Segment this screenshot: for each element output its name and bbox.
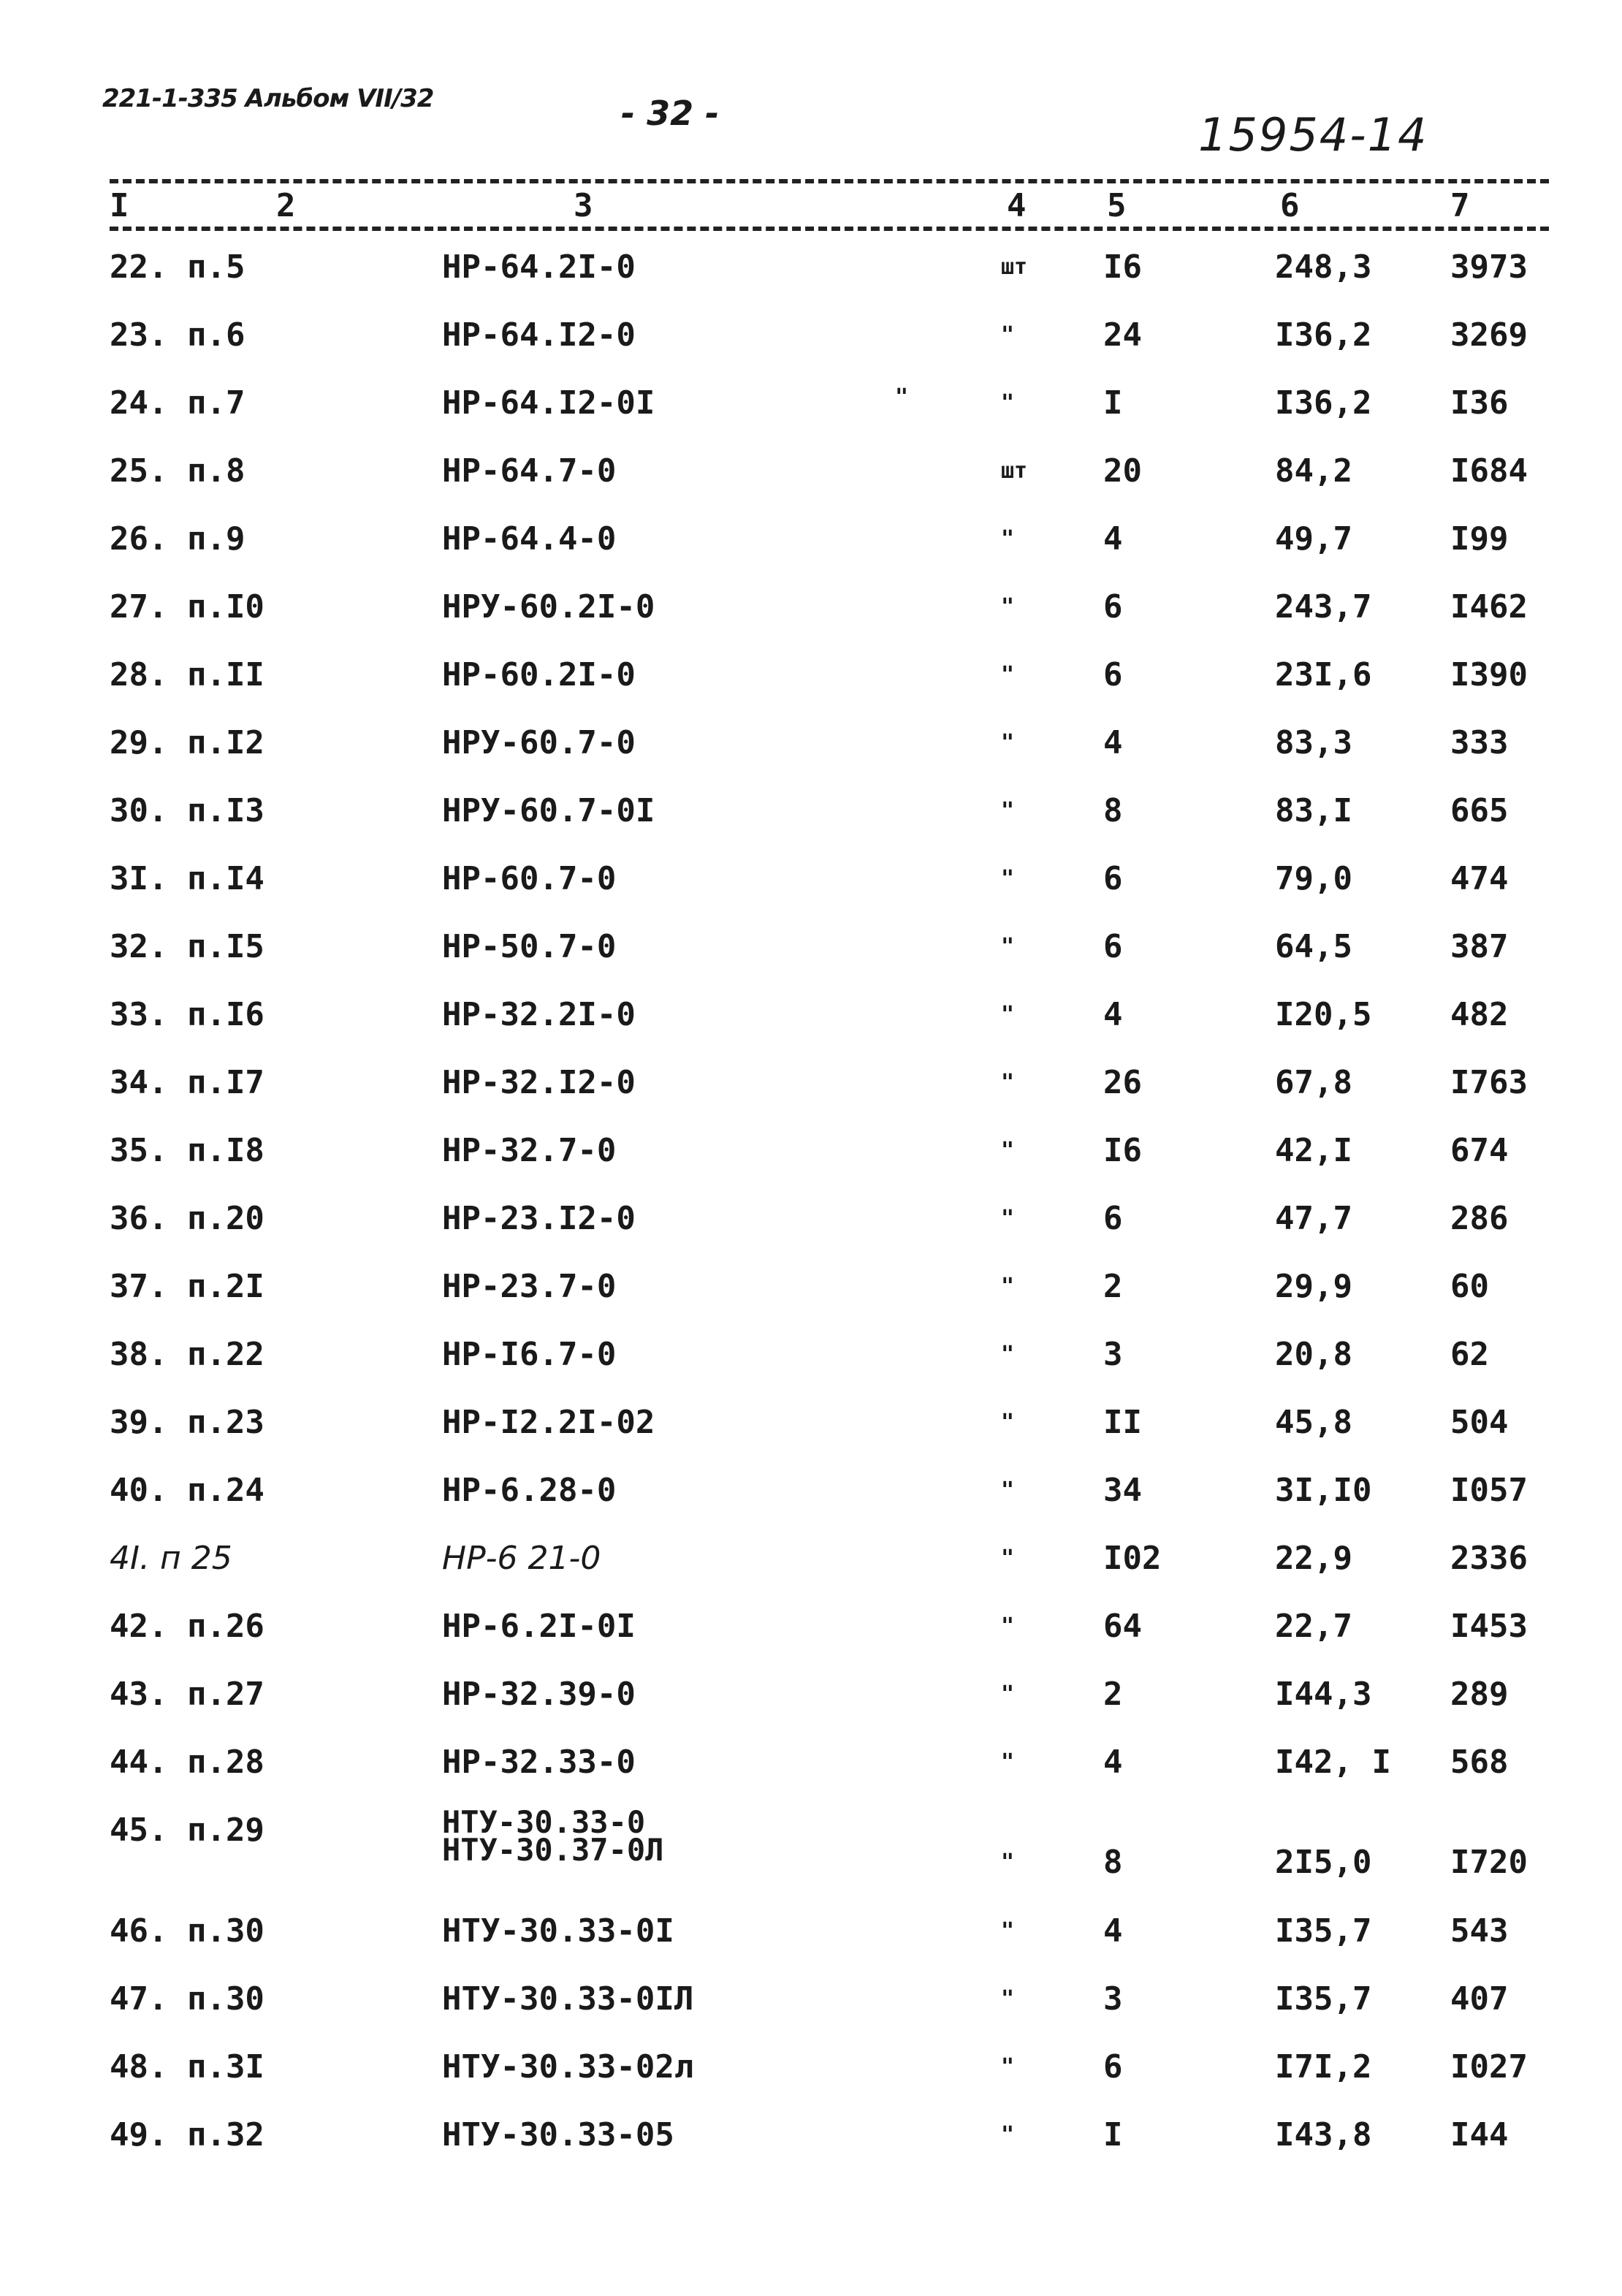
item-quantity: 6 (1103, 928, 1123, 965)
table-row (0, 1064, 1622, 1130)
item-position: 39. п.23 (110, 1404, 264, 1441)
item-unit: " (1001, 1138, 1015, 1163)
table-row (0, 520, 1622, 586)
item-quantity: 3 (1103, 1980, 1123, 2018)
item-position: 24. п.7 (110, 384, 245, 422)
item-position: 22. п.5 (110, 248, 245, 286)
item-unit: " (1001, 1613, 1015, 1639)
item-position: 23. п.6 (110, 316, 245, 354)
column-header-6: 6 (1280, 187, 1300, 224)
item-total: 286 (1450, 1200, 1509, 1237)
item-unit-price: 83,I (1275, 792, 1352, 829)
table-row (0, 1912, 1622, 1978)
item-unit: " (1001, 1986, 1015, 2012)
item-designation: НР-50.7-0 (442, 928, 617, 965)
item-quantity: 8 (1103, 792, 1123, 829)
item-unit: " (1001, 730, 1015, 756)
item-designation: НТУ-30.33-0I (442, 1912, 674, 1950)
item-designation: НР-6.2I-0I (442, 1608, 636, 1645)
item-quantity: 2 (1103, 1268, 1123, 1305)
table-row (0, 1804, 1622, 1881)
item-position: 37. п.2I (110, 1268, 264, 1305)
column-header-1: I (110, 187, 129, 224)
item-quantity: 34 (1103, 1472, 1142, 1509)
item-quantity: 8 (1103, 1844, 1123, 1881)
item-unit: " (1001, 1850, 1015, 1875)
item-unit: " (1001, 1274, 1015, 1299)
item-position: 34. п.I7 (110, 1064, 264, 1101)
item-unit: " (1001, 1681, 1015, 1707)
item-position: 33. п.I6 (110, 996, 264, 1033)
item-position: 43. п.27 (110, 1676, 264, 1713)
item-total: 543 (1450, 1912, 1509, 1950)
item-designation: НТУ-30.33-05 (442, 2116, 674, 2154)
item-unit: " (1001, 1070, 1015, 1095)
item-designation: НРУ-60.7-0 (442, 724, 636, 761)
item-unit-price: 83,3 (1275, 724, 1352, 761)
item-position: 45. п.29 (110, 1812, 264, 1849)
item-unit-price: 22,7 (1275, 1608, 1352, 1645)
item-unit-price: 45,8 (1275, 1404, 1352, 1441)
table-row (0, 316, 1622, 382)
item-position: 47. п.30 (110, 1980, 264, 2018)
item-unit: " (1001, 1546, 1015, 1571)
item-position: 48. п.3I (110, 2048, 264, 2086)
item-quantity: I (1103, 2116, 1123, 2154)
item-total: 674 (1450, 1132, 1509, 1169)
item-designation: НР-64.I2-0 (442, 316, 636, 354)
item-designation: НР-23.I2-0 (442, 1200, 636, 1237)
item-total: 568 (1450, 1744, 1509, 1781)
item-designation: НР-6 21-0 (442, 1540, 601, 1577)
item-total: 387 (1450, 928, 1509, 965)
item-unit-price: 47,7 (1275, 1200, 1352, 1237)
item-total: I763 (1450, 1064, 1528, 1101)
item-unit-price: I7I,2 (1275, 2048, 1372, 2086)
item-position: 35. п.I8 (110, 1132, 264, 1169)
item-unit-price: I42, I (1275, 1744, 1391, 1781)
item-quantity: I6 (1103, 248, 1142, 286)
item-unit: шт (1001, 458, 1028, 484)
item-unit: " (1001, 2054, 1015, 2080)
item-designation: НР-64.2I-0 (442, 248, 636, 286)
item-designation: НРУ-60.7-0I (442, 792, 655, 829)
document-number: 15954-14 (1198, 108, 1428, 161)
table-row (0, 1132, 1622, 1198)
item-designation: НР-32.2I-0 (442, 996, 636, 1033)
item-unit-price: I43,8 (1275, 2116, 1372, 2154)
table-row (0, 384, 1622, 450)
item-designation: НР-64.I2-0I (442, 384, 655, 422)
table-row (0, 452, 1622, 518)
item-unit-price: 49,7 (1275, 520, 1352, 558)
item-total: I057 (1450, 1472, 1528, 1509)
item-unit: " (1001, 390, 1015, 416)
table-row (0, 724, 1622, 790)
item-unit-price: 23I,6 (1275, 656, 1372, 693)
column-header-2: 2 (276, 187, 296, 224)
item-designation: НР-64.7-0 (442, 452, 617, 490)
item-unit-price: 84,2 (1275, 452, 1352, 490)
item-unit-price: I35,7 (1275, 1912, 1372, 1950)
item-total: I684 (1450, 452, 1528, 490)
table-row (0, 588, 1622, 654)
item-position: 36. п.20 (110, 1200, 264, 1237)
item-quantity: I02 (1103, 1540, 1162, 1577)
item-quantity: 6 (1103, 656, 1123, 693)
item-quantity: 26 (1103, 1064, 1142, 1101)
item-unit: " (1001, 866, 1015, 892)
item-quantity: 4 (1103, 1912, 1123, 1950)
item-quantity: 2 (1103, 1676, 1123, 1713)
column-header-7: 7 (1450, 187, 1470, 224)
item-total: 333 (1450, 724, 1509, 761)
table-row (0, 1980, 1622, 2046)
table-row (0, 928, 1622, 994)
item-unit-price: I35,7 (1275, 1980, 1372, 2018)
header-bottom-rule (110, 227, 1549, 231)
page-number: - 32 - (621, 94, 720, 133)
item-quantity: 4 (1103, 1744, 1123, 1781)
item-designation: НРУ-60.2I-0 (442, 588, 655, 626)
item-unit: " (1001, 594, 1015, 620)
item-position: 42. п.26 (110, 1608, 264, 1645)
item-unit: " (1001, 1410, 1015, 1435)
item-unit-price: 67,8 (1275, 1064, 1352, 1101)
item-position: 4I. п 25 (110, 1540, 232, 1577)
item-total: I44 (1450, 2116, 1509, 2154)
item-unit: " (1001, 526, 1015, 552)
item-unit-price: 20,8 (1275, 1336, 1352, 1373)
item-quantity: I6 (1103, 1132, 1142, 1169)
ditto-mark: " (895, 384, 909, 410)
table-row (0, 1200, 1622, 1266)
item-designation: НР-23.7-0 (442, 1268, 617, 1305)
item-designation: НТУ-30.33-0IЛ (442, 1980, 694, 2018)
item-unit-price: 42,I (1275, 1132, 1352, 1169)
table-row (0, 1472, 1622, 1537)
item-unit: " (1001, 798, 1015, 824)
item-unit: " (1001, 1478, 1015, 1503)
item-unit-price: I36,2 (1275, 316, 1372, 354)
item-unit: шт (1001, 254, 1028, 280)
column-headers (0, 181, 1622, 225)
item-quantity: 4 (1103, 996, 1123, 1033)
item-unit-price: 29,9 (1275, 1268, 1352, 1305)
item-total: I027 (1450, 2048, 1528, 2086)
table-row (0, 860, 1622, 926)
item-position: 28. п.II (110, 656, 264, 693)
item-unit: " (1001, 1918, 1015, 1944)
item-quantity: 6 (1103, 588, 1123, 626)
item-position: 29. п.I2 (110, 724, 264, 761)
item-position: 27. п.I0 (110, 588, 264, 626)
item-position: 30. п.I3 (110, 792, 264, 829)
item-unit-price: 64,5 (1275, 928, 1352, 965)
item-quantity: 3 (1103, 1336, 1123, 1373)
item-total: I99 (1450, 520, 1509, 558)
item-unit-price: I36,2 (1275, 384, 1372, 422)
item-position: 49. п.32 (110, 2116, 264, 2154)
item-unit-price: 79,0 (1275, 860, 1352, 897)
item-unit: " (1001, 1206, 1015, 1231)
item-position: 44. п.28 (110, 1744, 264, 1781)
item-unit-price: 2I5,0 (1275, 1844, 1372, 1881)
table-row (0, 1744, 1622, 1809)
item-designation: НТУ-30.33-0 НТУ-30.37-0Л (442, 1804, 664, 1868)
item-designation: НР-32.7-0 (442, 1132, 617, 1169)
item-unit-price: I20,5 (1275, 996, 1372, 1033)
item-total: 474 (1450, 860, 1509, 897)
item-designation: НТУ-30.33-02л (442, 2048, 694, 2086)
table-row (0, 656, 1622, 722)
item-unit: " (1001, 1342, 1015, 1367)
table-row (0, 2048, 1622, 2114)
item-quantity: 64 (1103, 1608, 1142, 1645)
item-unit-price: I44,3 (1275, 1676, 1372, 1713)
item-designation: НР-I2.2I-02 (442, 1404, 655, 1441)
item-quantity: 4 (1103, 520, 1123, 558)
item-total: 665 (1450, 792, 1509, 829)
table-row (0, 1608, 1622, 1673)
item-quantity: 24 (1103, 316, 1142, 354)
item-quantity: 6 (1103, 2048, 1123, 2086)
item-quantity: 6 (1103, 1200, 1123, 1237)
item-total: 3973 (1450, 248, 1528, 286)
item-unit-price: 243,7 (1275, 588, 1372, 626)
item-designation: НР-6.28-0 (442, 1472, 617, 1509)
column-header-5: 5 (1107, 187, 1127, 224)
item-total: 60 (1450, 1268, 1489, 1305)
item-designation: НР-32.39-0 (442, 1676, 636, 1713)
item-unit: " (1001, 2122, 1015, 2148)
item-designation: НР-64.4-0 (442, 520, 617, 558)
item-total: I36 (1450, 384, 1509, 422)
item-total: 2336 (1450, 1540, 1528, 1577)
item-total: I390 (1450, 656, 1528, 693)
item-unit: " (1001, 934, 1015, 959)
column-header-4: 4 (1007, 187, 1027, 224)
item-quantity: II (1103, 1404, 1142, 1441)
item-position: 32. п.I5 (110, 928, 264, 965)
table-row (0, 1676, 1622, 1741)
table-row (0, 996, 1622, 1062)
item-total: 3269 (1450, 316, 1528, 354)
item-position: 26. п.9 (110, 520, 245, 558)
item-unit: " (1001, 662, 1015, 688)
document-reference: 221-1-335 Альбом VII/32 (102, 84, 434, 113)
item-position: 25. п.8 (110, 452, 245, 490)
table-row (0, 792, 1622, 858)
item-position: 3I. п.I4 (110, 860, 264, 897)
item-total: I720 (1450, 1844, 1528, 1881)
column-header-3: 3 (574, 187, 593, 224)
item-designation: НР-I6.7-0 (442, 1336, 617, 1373)
table-row (0, 1268, 1622, 1334)
item-quantity: 6 (1103, 860, 1123, 897)
item-quantity: 4 (1103, 724, 1123, 761)
item-total: 504 (1450, 1404, 1509, 1441)
item-unit: " (1001, 322, 1015, 348)
item-unit-price: 22,9 (1275, 1540, 1352, 1577)
table-row (0, 1404, 1622, 1470)
item-designation: НР-60.7-0 (442, 860, 617, 897)
item-unit: " (1001, 1749, 1015, 1775)
table-row (0, 1540, 1622, 1605)
item-total: I453 (1450, 1608, 1528, 1645)
item-total: 482 (1450, 996, 1509, 1033)
item-total: 62 (1450, 1336, 1489, 1373)
item-unit-price: 3I,I0 (1275, 1472, 1372, 1509)
item-position: 40. п.24 (110, 1472, 264, 1509)
item-unit: " (1001, 1002, 1015, 1027)
item-quantity: I (1103, 384, 1123, 422)
item-quantity: 20 (1103, 452, 1142, 490)
item-position: 38. п.22 (110, 1336, 264, 1373)
table-row (0, 1336, 1622, 1402)
item-position: 46. п.30 (110, 1912, 264, 1950)
table-row (0, 248, 1622, 314)
table-row (0, 2116, 1622, 2182)
item-designation: НР-32.I2-0 (442, 1064, 636, 1101)
item-total: 407 (1450, 1980, 1509, 2018)
item-total: 289 (1450, 1676, 1509, 1713)
item-designation: НР-32.33-0 (442, 1744, 636, 1781)
item-unit-price: 248,3 (1275, 248, 1372, 286)
item-total: I462 (1450, 588, 1528, 626)
item-designation: НР-60.2I-0 (442, 656, 636, 693)
